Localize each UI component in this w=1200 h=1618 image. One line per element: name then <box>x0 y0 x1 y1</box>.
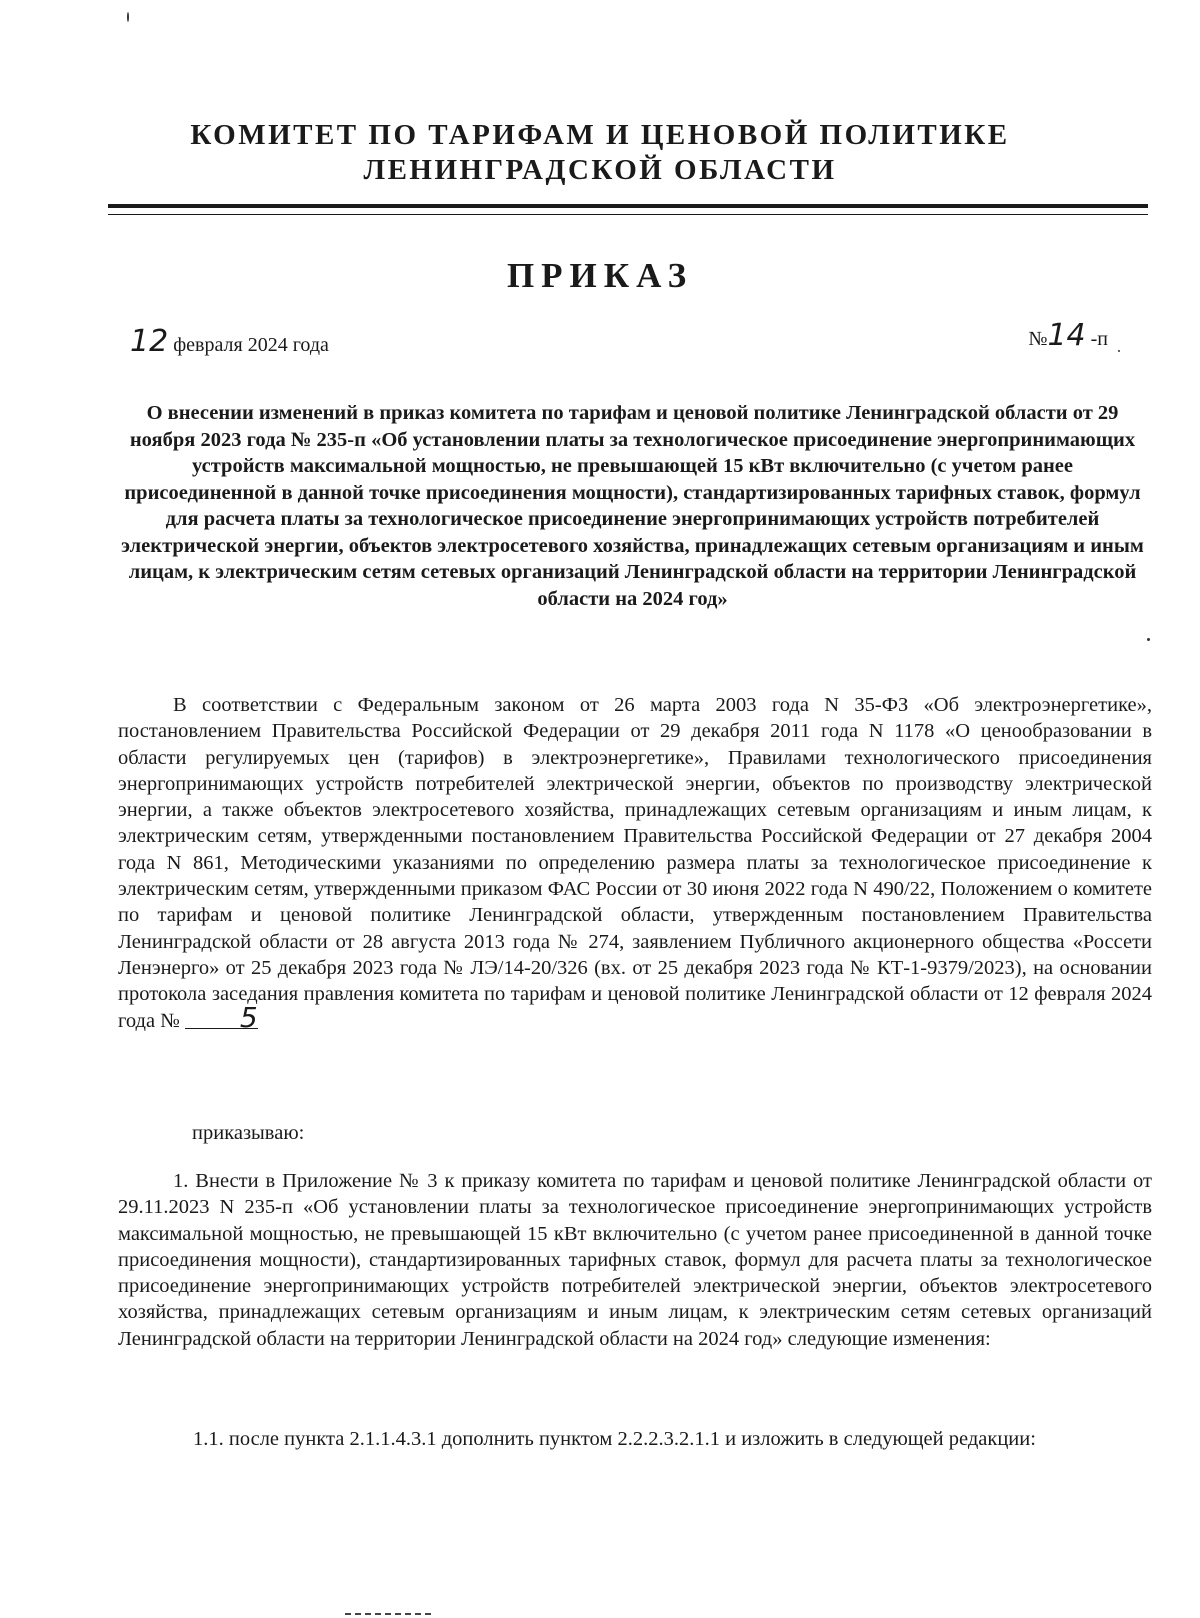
protocol-number-handwritten: 5 <box>185 1008 258 1029</box>
clause-1-1-paragraph: 1.1. после пункта 2.1.1.4.3.1 дополнить пунктом 2.2.2.3.2.1.1 и изложить в следующей редакции: <box>193 1428 1036 1450</box>
preamble-text: В соответствии с Федеральным законом от 26 марта 2003 года N 35-ФЗ «Об электроэнергетике», постановлением Правительства Российской Федерации от 29 декабря 2011 года N 1178 «О ценообразовании в области регулируемых цен (тарифов) в электроэнергетике», Правилами технологического присоединения энергопринимающих устройств потребителей электрической энергии, объектов по производству электрической энергии, а также объектов электросетевого хозяйства, принадлежащих сетевым организациям и иным лицам, к электрическим сетям, утвержденными постановлением Правительства Российской Федерации от 27 декабря 2004 года N 861, Методическими указаниями по определению размера платы за технологическое присоединение к электрическим сетям, утвержденными приказом ФАС России от 30 июня 2022 года N 490/22, Положением о комитете по тарифам и ценовой политике Ленинградской области, утвержденным постановлением Правительства Ленинградской области от 28 августа 2013 года № 274, заявлением Публичного акционерного общества «Россети Ленэнерго» от 25 декабря 2023 года № ЛЭ/14-20/326 (вх. от 25 декабря 2023 года № КТ-1-9379/2023), на основании протокола заседания правления комитета по тарифам и ценовой политике Ленинградской области от 12 февраля 2024 года № <box>118 694 1152 1032</box>
date-day-handwritten: 12 <box>130 324 169 359</box>
scan-edge-marks <box>345 1613 435 1615</box>
document-type: ПРИКАЗ <box>506 256 694 295</box>
header-divider-thick <box>108 204 1148 208</box>
order-word: приказываю: <box>192 1122 305 1144</box>
document-subject: О внесении изменений в приказ комитета по тарифам и ценовой политике Ленинградской области от 29 ноября 2023 года № 235-п «Об установлении платы за технологическое присоединение энергопринимающих устройств максимальной мощностью, не превышающей 15 кВт включительно (с учетом ранее присоединенной в данной точке присоединения мощности), стандартизированных тарифных ставок, формул для расчета платы за технологическое присоединение энергопринимающих устройств потребителей электрической энергии, объектов электросетевого хозяйства, принадлежащих сетевым организациям и иным лицам, к электрическим сетям сетевых организаций Ленинградской области на территории Ленинградской области на 2024 год» <box>121 402 1144 610</box>
organization-title-line1: КОМИТЕТ ПО ТАРИФАМ И ЦЕНОВОЙ ПОЛИТИКЕ <box>190 119 1010 151</box>
date-rest: февраля 2024 года <box>173 334 329 356</box>
scan-speck <box>127 12 129 22</box>
organization-title-line2: ЛЕНИНГРАДСКОЙ ОБЛАСТИ <box>363 154 837 186</box>
organization-title <box>150 118 1050 188</box>
number-prefix: № <box>1028 328 1048 350</box>
number-handwritten: 14 <box>1047 318 1086 353</box>
number-suffix: -п <box>1090 328 1108 350</box>
document-date <box>130 324 329 359</box>
scan-speck <box>1147 638 1150 641</box>
header-divider-thin <box>108 214 1148 215</box>
document-number <box>1028 318 1108 353</box>
preamble-paragraph <box>118 692 1152 1034</box>
scan-speck <box>1118 350 1120 352</box>
clause-1-paragraph: 1. Внести в Приложение № 3 к приказу комитета по тарифам и ценовой политике Ленинградской области от 29.11.2023 N 235-п «Об установлении платы за технологическое присоединение энергопринимающих устройств максимальной мощностью, не превышающей 15 кВт включительно (с учетом ранее присоединенной в данной точке присоединения мощности), стандартизированных тарифных ставок, формул для расчета платы за технологическое присоединение энергопринимающих устройств потребителей электрической энергии, объектов электросетевого хозяйства, принадлежащих сетевым организациям и иным лицам, к электрическим сетям сетевых организаций Ленинградской области на территории Ленинградской области на 2024 год» следующие изменения: <box>118 1170 1152 1350</box>
